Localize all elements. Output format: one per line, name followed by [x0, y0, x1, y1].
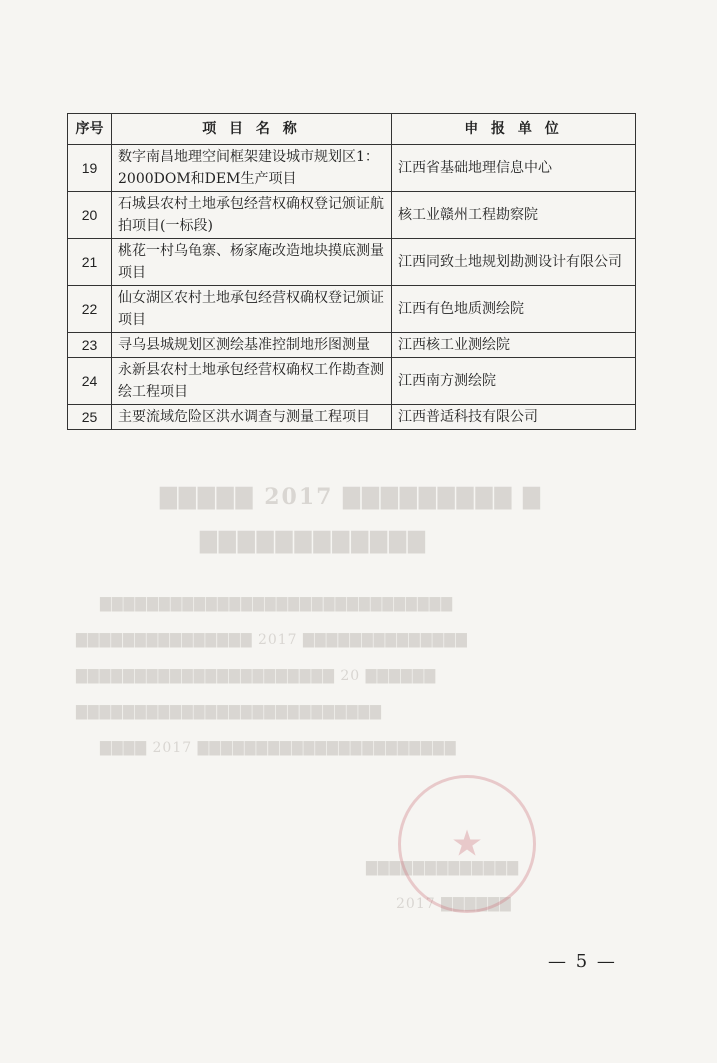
row-project-name: 寻乌县城规划区测绘基准控制地形图测量: [112, 333, 392, 358]
show-through-paragraph-3: ▇▇▇▇▇▇▇▇▇▇▇▇▇▇▇▇▇▇▇▇▇▇ 20 ▇▇▇▇▇▇: [76, 668, 437, 684]
row-serial-number: 23: [68, 333, 112, 358]
row-serial-number: 24: [68, 358, 112, 405]
show-through-paragraph-5: ▇▇▇▇ 2017 ▇▇▇▇▇▇▇▇▇▇▇▇▇▇▇▇▇▇▇▇▇▇: [100, 740, 457, 756]
header-applicant-unit: 申 报 单 位: [392, 114, 636, 145]
table-row: [68, 405, 636, 430]
row-serial-number: 21: [68, 239, 112, 286]
row-applicant-unit: 江西同致土地规划勘测设计有限公司: [392, 239, 636, 286]
row-applicant-unit: 江西省基础地理信息中心: [392, 145, 636, 192]
row-serial-number: 20: [68, 192, 112, 239]
table-row: [68, 192, 636, 239]
row-project-name: 永新县农村土地承包经营权确权工作勘查测绘工程项目: [112, 358, 392, 405]
table-row: [68, 333, 636, 358]
row-applicant-unit: 江西有色地质测绘院: [392, 286, 636, 333]
row-applicant-unit: 核工业赣州工程勘察院: [392, 192, 636, 239]
table-row: [68, 358, 636, 405]
show-through-heading-2: ▇▇▇▇▇▇▇▇▇▇▇▇: [200, 528, 428, 554]
header-serial-number: 序号: [68, 114, 112, 145]
table-row: [68, 239, 636, 286]
show-through-heading-1: ▇▇▇▇▇ 2017 ▇▇▇▇▇▇▇▇▇ ▇: [160, 484, 542, 510]
row-project-name: 桃花一村乌龟寨、杨家庵改造地块摸底测量项目: [112, 239, 392, 286]
row-project-name: 数字南昌地理空间框架建设城市规划区1：2000DOM和DEM生产项目: [112, 145, 392, 192]
show-through-paragraph-1: ▇▇▇▇▇▇▇▇▇▇▇▇▇▇▇▇▇▇▇▇▇▇▇▇▇▇▇▇▇▇: [100, 596, 453, 612]
row-applicant-unit: 江西核工业测绘院: [392, 333, 636, 358]
show-through-date: 2017 ▇▇▇▇▇▇: [396, 896, 512, 912]
table-row: [68, 286, 636, 333]
row-serial-number: 22: [68, 286, 112, 333]
row-applicant-unit: 江西南方测绘院: [392, 358, 636, 405]
row-serial-number: 19: [68, 145, 112, 192]
show-through-paragraph-4: ▇▇▇▇▇▇▇▇▇▇▇▇▇▇▇▇▇▇▇▇▇▇▇▇▇▇: [76, 704, 382, 720]
official-seal-show-through: [398, 775, 536, 913]
award-projects-table: [67, 113, 636, 430]
page-number: — 5 —: [548, 951, 617, 972]
seal-star-icon: ★: [450, 823, 484, 865]
row-applicant-unit: 江西普适科技有限公司: [392, 405, 636, 430]
table-header-row: [68, 114, 636, 145]
row-project-name: 石城县农村土地承包经营权确权登记颁证航拍项目(一标段): [112, 192, 392, 239]
row-project-name: 主要流域危险区洪水调查与测量工程项目: [112, 405, 392, 430]
table-row: [68, 145, 636, 192]
header-project-name: 项 目 名 称: [112, 114, 392, 145]
row-serial-number: 25: [68, 405, 112, 430]
show-through-signature: ▇▇▇▇▇▇▇▇▇▇▇▇▇: [366, 860, 519, 876]
show-through-paragraph-2: ▇▇▇▇▇▇▇▇▇▇▇▇▇▇▇ 2017 ▇▇▇▇▇▇▇▇▇▇▇▇▇▇: [76, 632, 468, 648]
row-project-name: 仙女湖区农村土地承包经营权确权登记颁证项目: [112, 286, 392, 333]
